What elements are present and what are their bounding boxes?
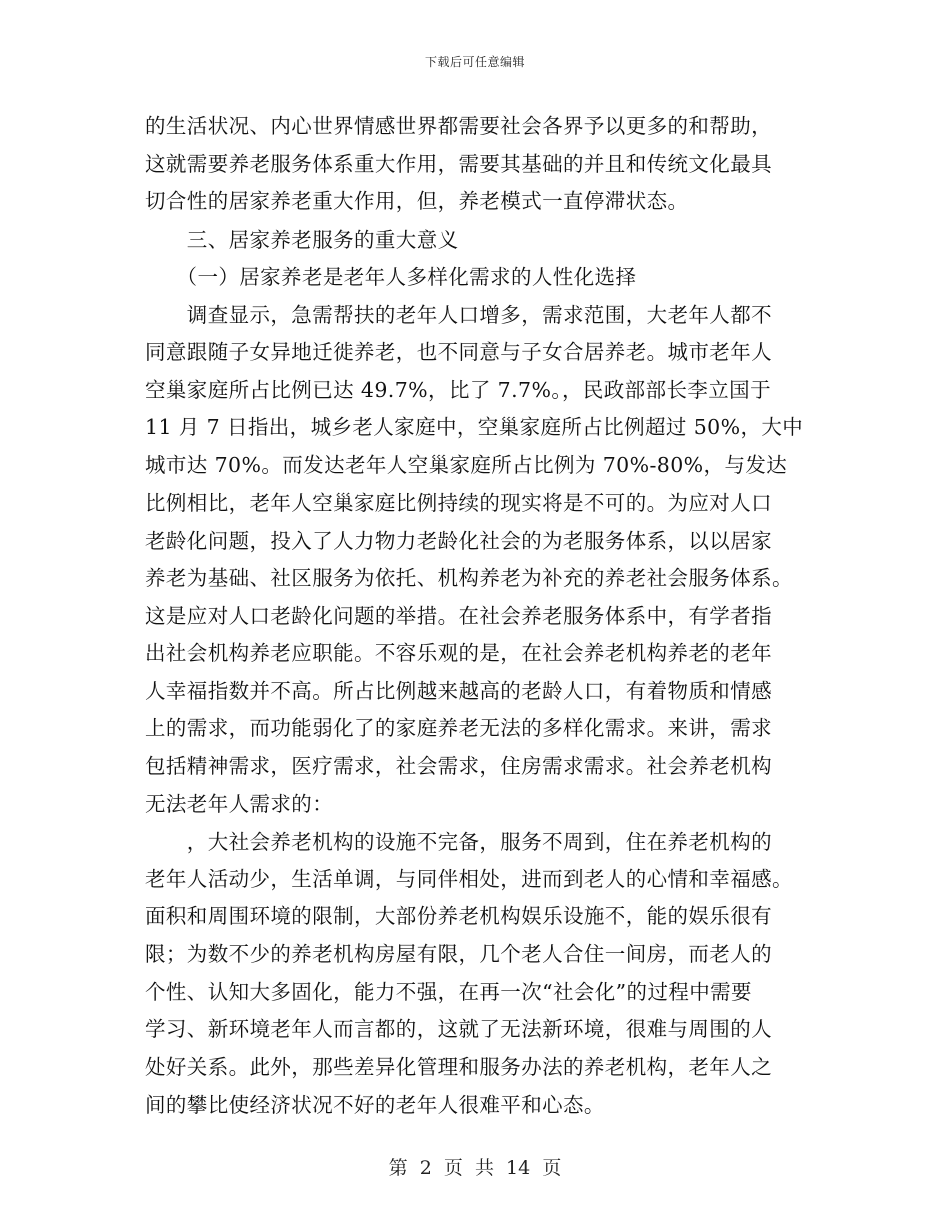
text-line: 个性、认知大多固化，能力不强，在再一次“社会化”的过程中需要 bbox=[145, 980, 752, 1004]
text-line: 上的需求，而功能弱化了的家庭养老无法的多样化需求。来讲，需求 bbox=[145, 716, 772, 740]
text-line: 这就需要养老服务体系重大作用，需要其基础的并且和传统文化最具 bbox=[145, 152, 772, 176]
page-footer: 第 2 页 共 14 页 bbox=[388, 1157, 562, 1179]
text-line: 比例相比，老年人空巢家庭比例持续的现实将是不可的。为应对人口 bbox=[145, 491, 772, 515]
text-line: 养老为基础、社区服务为依托、机构养老为补充的养老社会服务体系。 bbox=[145, 566, 793, 590]
text-line: 学习、新环境老年人而言都的，这就了无法新环境，很难与周围的人 bbox=[145, 1017, 772, 1041]
page-header: 下载后可任意编辑 bbox=[424, 55, 525, 69]
text-line: ，大社会养老机构的设施不完备，服务不周到，住在养老机构的 bbox=[145, 830, 772, 854]
text-line: 老龄化问题，投入了人力物力老龄化社会的为老服务体系，以以居家 bbox=[145, 529, 772, 553]
section-heading: 三、居家养老服务的重大意义 bbox=[145, 228, 459, 252]
text-line: 无法老年人需求的： bbox=[145, 792, 334, 816]
text-line: 这是应对人口老龄化问题的举措。在社会养老服务体系中，有学者指 bbox=[145, 604, 772, 628]
text-line: 同意跟随子女异地迁徙养老，也不同意与子女合居养老。城市老年人 bbox=[145, 340, 772, 364]
text-line: 的生活状况、内心世界情感世界都需要社会各界予以更多的和帮助， bbox=[145, 114, 772, 138]
text-line: 包括精神需求，医疗需求，社会需求，住房需求需求。社会养老机构 bbox=[145, 754, 772, 778]
text-line: 出社会机构养老应职能。不容乐观的是，在社会养老机构养老的老年 bbox=[145, 641, 772, 665]
text-line: 老年人活动少，生活单调，与同伴相处，进而到老人的心情和幸福感。 bbox=[145, 867, 793, 891]
text-line: 处好关系。此外，那些差异化管理和服务办法的养老机构，老年人之 bbox=[145, 1055, 772, 1079]
text-line: 11 月 7 日指出，城乡老人家庭中，空巢家庭所占比例超过 50%，大中 bbox=[145, 415, 804, 439]
text-line: 面积和周围环境的限制，大部份养老机构娱乐设施不，能的娱乐很有 bbox=[145, 904, 772, 928]
text-line: 限；为数不少的养老机构房屋有限，几个老人合住一间房，而老人的 bbox=[145, 942, 772, 966]
text-line: 城市达 70%。而发达老年人空巢家庭所占比例为 70%-80%，与发达 bbox=[145, 453, 788, 477]
text-line: 空巢家庭所占比例已达 49.7%，比了 7.7%。，民政部部长李立国于 bbox=[145, 378, 771, 402]
text-line: 调查显示，急需帮扶的老年人口增多，需求范围，大老年人都不 bbox=[145, 303, 772, 327]
subsection-heading: （一）居家养老是老年人多样化需求的人性化选择 bbox=[145, 265, 637, 289]
text-line: 人幸福指数并不高。所占比例越来越高的老龄人口，有着物质和情感 bbox=[145, 679, 772, 703]
text-line: 间的攀比使经济状况不好的老年人很难平和心态。 bbox=[145, 1093, 605, 1117]
text-line: 切合性的居家养老重大作用，但，养老模式一直停滞状态。 bbox=[145, 189, 689, 213]
